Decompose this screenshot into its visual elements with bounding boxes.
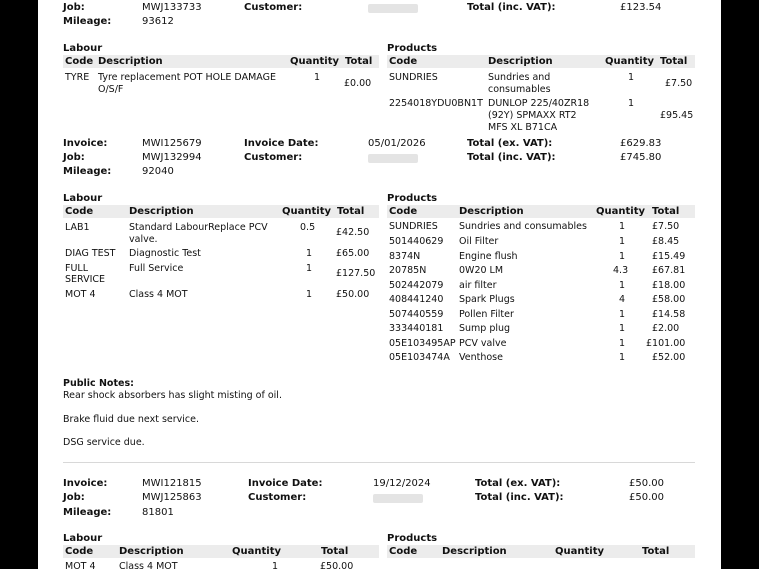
products-title: Products xyxy=(387,533,438,544)
row-total: £2.00 xyxy=(652,323,680,334)
row-code: DIAG TEST xyxy=(65,248,116,259)
labour-table-header xyxy=(63,205,379,218)
invoice-date-label: Invoice Date: xyxy=(248,478,323,489)
mileage-label: Mileage: xyxy=(63,16,112,27)
row-code: LAB1 xyxy=(65,222,90,233)
col-quantity: Quantity xyxy=(605,56,654,67)
row-quantity: 1 xyxy=(619,352,626,363)
row-quantity: 1 xyxy=(628,98,635,109)
row-quantity: 1 xyxy=(619,309,626,320)
row-code: 408441240 xyxy=(389,294,444,305)
row-quantity: 1 xyxy=(619,338,626,349)
row-description: Sundries and consumables xyxy=(459,221,587,232)
col-total: Total xyxy=(321,546,349,557)
customer-name-redacted xyxy=(368,154,418,163)
row-code: 20785N xyxy=(389,265,427,276)
row-total: £52.00 xyxy=(652,352,686,363)
row-description: Tyre replacement POT HOLE DAMAGE xyxy=(98,72,276,83)
row-total: £14.58 xyxy=(652,309,686,320)
row-code: 501440629 xyxy=(389,236,444,247)
row-code: MOT 4 xyxy=(65,561,96,569)
labour-title: Labour xyxy=(63,193,103,204)
mileage-label: Mileage: xyxy=(63,507,112,518)
col-code: Code xyxy=(389,546,418,557)
total-ex-vat-label: Total (ex. VAT): xyxy=(475,478,561,489)
col-code: Code xyxy=(389,56,418,67)
row-total: £58.00 xyxy=(652,294,686,305)
row-description-cont: MFS XL B71CA xyxy=(488,122,558,133)
row-description: Class 4 MOT xyxy=(129,289,188,300)
row-code: 333440181 xyxy=(389,323,444,334)
invoice-date-value: 19/12/2024 xyxy=(373,478,431,489)
mileage-label: Mileage: xyxy=(63,166,112,177)
mileage-value: 92040 xyxy=(142,166,174,177)
invoice-number: MWI125679 xyxy=(142,138,202,149)
total-inc-vat-label: Total (inc. VAT): xyxy=(475,492,564,503)
public-note: Rear shock absorbers has slight misting of oil. xyxy=(63,390,282,401)
row-description: DUNLOP 225/40ZR18 xyxy=(488,98,590,109)
row-total: £0.00 xyxy=(344,78,372,89)
row-description: Sump plug xyxy=(459,323,511,334)
row-quantity: 1 xyxy=(619,236,626,247)
job-label: Job: xyxy=(63,152,85,163)
job-label: Job: xyxy=(63,492,85,503)
job-number: MWJ132994 xyxy=(142,152,202,163)
row-quantity: 0.5 xyxy=(300,222,316,233)
col-total: Total xyxy=(337,206,365,217)
row-description: Pollen Filter xyxy=(459,309,514,320)
invoice-divider xyxy=(63,462,695,463)
invoice-number: MWI121815 xyxy=(142,478,202,489)
public-note: Brake fluid due next service. xyxy=(63,414,199,425)
invoice-date-value: 05/01/2026 xyxy=(368,138,426,149)
row-code: 2254018YDU0BN1T xyxy=(389,98,483,109)
row-total: £42.50 xyxy=(336,227,370,238)
total-inc-vat-label: Total (inc. VAT): xyxy=(467,152,556,163)
col-description: Description xyxy=(442,546,507,557)
row-code: TYRE xyxy=(65,72,90,83)
col-description: Description xyxy=(459,206,524,217)
col-description: Description xyxy=(488,56,553,67)
row-total: £101.00 xyxy=(646,338,686,349)
row-quantity: 1 xyxy=(619,251,626,262)
col-code: Code xyxy=(65,546,94,557)
col-total: Total xyxy=(652,206,680,217)
row-description: Spark Plugs xyxy=(459,294,515,305)
row-description: Diagnostic Test xyxy=(129,248,201,259)
mileage-value: 81801 xyxy=(142,507,174,518)
row-code: 8374N xyxy=(389,251,421,262)
row-quantity: 4 xyxy=(619,294,626,305)
total-inc-vat-value: £745.80 xyxy=(620,152,662,163)
row-description-cont: valve. xyxy=(129,234,158,245)
row-quantity: 1 xyxy=(306,248,313,259)
total-inc-vat-label: Total (inc. VAT): xyxy=(467,2,556,13)
row-description: PCV valve xyxy=(459,338,507,349)
products-title: Products xyxy=(387,193,438,204)
row-code: 05E103474A xyxy=(389,352,450,363)
row-code: 502442079 xyxy=(389,280,444,291)
row-total: £127.50 xyxy=(336,268,376,279)
row-description: Engine flush xyxy=(459,251,518,262)
total-ex-vat-value: £629.83 xyxy=(620,138,662,149)
row-code-cont: SERVICE xyxy=(65,274,106,285)
invoice-date-label: Invoice Date: xyxy=(244,138,319,149)
public-note: DSG service due. xyxy=(63,437,145,448)
row-description-cont: (92Y) SPMAXX RT2 xyxy=(488,110,577,121)
row-description: Standard LabourReplace PCV xyxy=(129,222,268,233)
row-description: Venthose xyxy=(459,352,503,363)
row-description-cont: O/S/F xyxy=(98,84,124,95)
total-inc-vat-value: £123.54 xyxy=(620,2,662,13)
row-total: £95.45 xyxy=(660,110,694,121)
row-total: £7.50 xyxy=(665,78,693,89)
job-number: MWJ133733 xyxy=(142,2,202,13)
row-description: Sundries and xyxy=(488,72,551,83)
row-total: £15.49 xyxy=(652,251,686,262)
row-total: £50.00 xyxy=(320,561,354,569)
row-code: SUNDRIES xyxy=(389,221,438,232)
row-quantity: 1 xyxy=(272,561,279,569)
row-code: 507440559 xyxy=(389,309,444,320)
col-code: Code xyxy=(65,56,94,67)
row-description-cont: consumables xyxy=(488,84,551,95)
col-code: Code xyxy=(389,206,418,217)
row-total: £7.50 xyxy=(652,221,680,232)
products-title: Products xyxy=(387,43,438,54)
job-label: Job: xyxy=(63,2,85,13)
job-number: MWJ125863 xyxy=(142,492,202,503)
row-description: Full Service xyxy=(129,263,184,274)
col-description: Description xyxy=(98,56,163,67)
row-description: Class 4 MOT xyxy=(119,561,178,569)
customer-label: Customer: xyxy=(244,152,303,163)
col-quantity: Quantity xyxy=(232,546,281,557)
total-ex-vat-value: £50.00 xyxy=(629,478,664,489)
row-code: FULL xyxy=(65,263,89,274)
col-total: Total xyxy=(660,56,688,67)
row-description: air filter xyxy=(459,280,497,291)
total-inc-vat-value: £50.00 xyxy=(629,492,664,503)
row-quantity: 1 xyxy=(619,280,626,291)
total-ex-vat-label: Total (ex. VAT): xyxy=(467,138,553,149)
col-quantity: Quantity xyxy=(282,206,331,217)
col-quantity: Quantity xyxy=(555,546,604,557)
customer-name-redacted xyxy=(368,4,418,13)
col-total: Total xyxy=(642,546,670,557)
row-quantity: 4.3 xyxy=(613,265,629,276)
row-quantity: 1 xyxy=(306,289,313,300)
invoice-label: Invoice: xyxy=(63,478,108,489)
row-total: £50.00 xyxy=(336,289,370,300)
row-quantity: 1 xyxy=(619,323,626,334)
row-total: £18.00 xyxy=(652,280,686,291)
customer-name-redacted xyxy=(373,494,423,503)
labour-title: Labour xyxy=(63,533,103,544)
mileage-value: 93612 xyxy=(142,16,174,27)
col-code: Code xyxy=(65,206,94,217)
row-code: SUNDRIES xyxy=(389,72,438,83)
row-code: 05E103495AP xyxy=(389,338,456,349)
row-quantity: 1 xyxy=(628,72,635,83)
customer-label: Customer: xyxy=(248,492,307,503)
row-total: £65.00 xyxy=(336,248,370,259)
row-description: Oil Filter xyxy=(459,236,499,247)
row-quantity: 1 xyxy=(314,72,321,83)
col-description: Description xyxy=(129,206,194,217)
col-quantity: Quantity xyxy=(290,56,339,67)
col-description: Description xyxy=(119,546,184,557)
labour-title: Labour xyxy=(63,43,103,54)
row-quantity: 1 xyxy=(306,263,313,274)
products-table-header xyxy=(387,205,695,218)
row-quantity: 1 xyxy=(619,221,626,232)
public-notes-title: Public Notes: xyxy=(63,378,134,389)
invoice-label: Invoice: xyxy=(63,138,108,149)
row-total: £8.45 xyxy=(652,236,680,247)
invoice-document-page xyxy=(38,0,721,569)
row-total: £67.81 xyxy=(652,265,686,276)
row-code: MOT 4 xyxy=(65,289,96,300)
col-total: Total xyxy=(345,56,373,67)
row-description: 0W20 LM xyxy=(459,265,504,276)
col-quantity: Quantity xyxy=(596,206,645,217)
customer-label: Customer: xyxy=(244,2,303,13)
